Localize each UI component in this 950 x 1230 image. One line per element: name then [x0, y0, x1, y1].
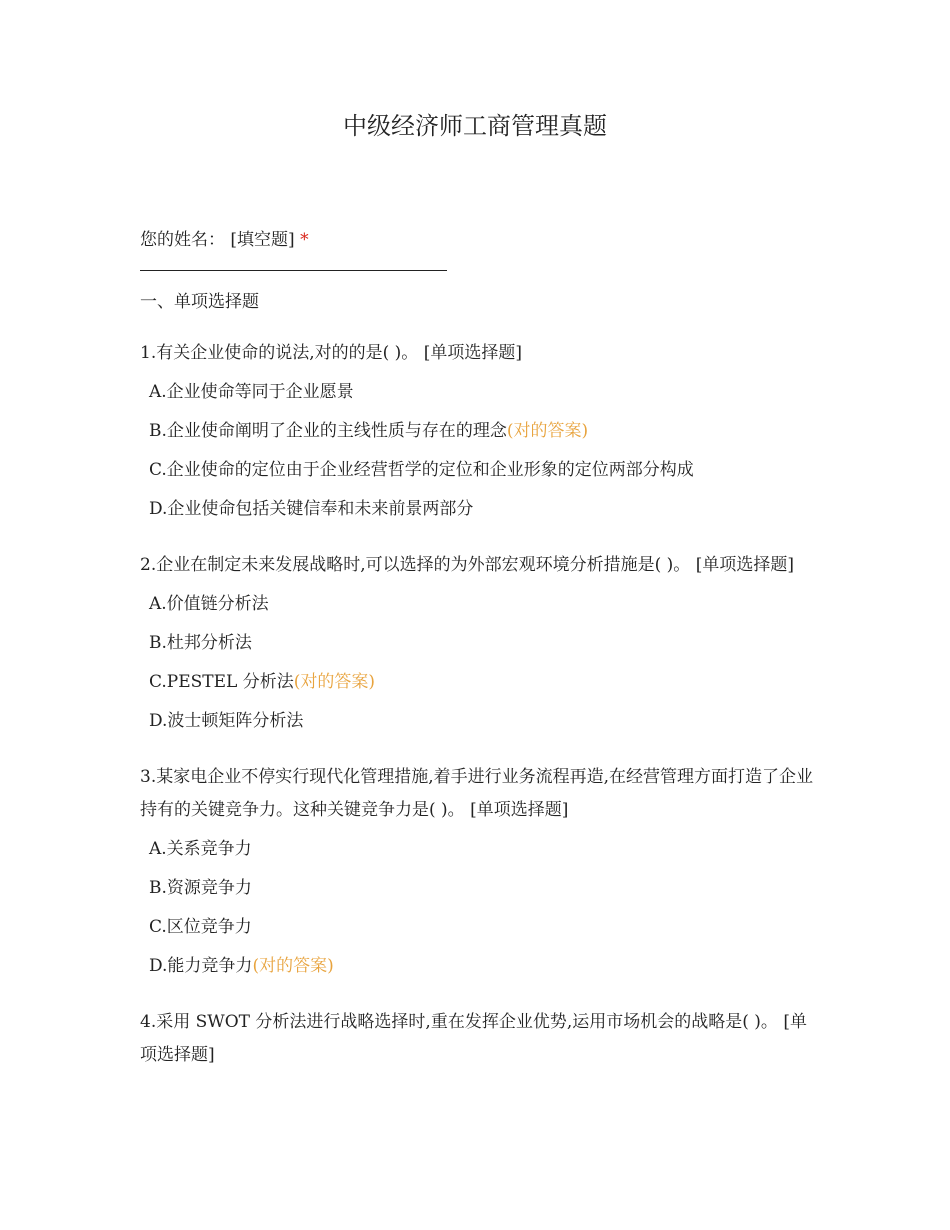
question-stem: [140, 761, 815, 827]
option-text: A.价值链分析法: [149, 594, 269, 614]
option-a[interactable]: [140, 373, 815, 412]
option-d[interactable]: [140, 490, 815, 529]
document-title: 中级经济师工商管理真题: [343, 112, 607, 140]
question-stem: [140, 337, 815, 370]
option-text: B.企业使命阐明了企业的主线性质与存在的理念: [149, 421, 507, 441]
option-b[interactable]: [140, 869, 815, 908]
option-text: B.杜邦分析法: [149, 633, 252, 653]
option-c[interactable]: [140, 908, 815, 947]
option-a[interactable]: [140, 830, 815, 869]
option-c[interactable]: [140, 663, 815, 702]
option-list: [140, 830, 815, 986]
question-4: [140, 1006, 815, 1072]
option-text: C.区位竞争力: [149, 917, 252, 937]
required-mark: *: [300, 230, 309, 250]
name-field-label: [140, 225, 815, 255]
question-stem: [140, 1006, 815, 1072]
question-2: [140, 549, 815, 741]
question-text: 1.有关企业使命的说法,对的的是( )。: [140, 343, 419, 363]
correct-answer-marker: (对的答案): [293, 672, 376, 692]
option-text: D.波士顿矩阵分析法: [149, 711, 304, 731]
option-b[interactable]: [140, 624, 815, 663]
option-text: A.关系竞争力: [149, 839, 252, 859]
question-1: [140, 337, 815, 529]
name-type-tag: [填空题]: [230, 230, 295, 250]
option-text: C.PESTEL 分析法: [149, 672, 294, 692]
document-body: [140, 225, 815, 1072]
name-label-text: 您的姓名：: [140, 230, 225, 250]
name-fill-blank[interactable]: [140, 270, 447, 271]
option-list: [140, 373, 815, 529]
question-text: 3.某家电企业不停实行现代化管理措施,着手进行业务流程再造,在经营管理方面打造了企业持有的关键竞争力。这种关键竞争力是( )。: [140, 767, 814, 820]
option-text: A.企业使命等同于企业愿景: [149, 382, 354, 402]
option-text: D.能力竞争力: [149, 956, 253, 976]
question-type-tag: [单项选择题]: [695, 555, 794, 575]
section-heading: 一、单项选择题: [140, 292, 259, 312]
option-text: C.企业使命的定位由于企业经营哲学的定位和企业形象的定位两部分构成: [149, 460, 694, 480]
question-type-tag: [单项选择题]: [140, 1012, 807, 1065]
question-3: [140, 761, 815, 986]
question-type-tag: [单项选择题]: [470, 800, 569, 820]
option-c[interactable]: [140, 451, 815, 490]
question-type-tag: [单项选择题]: [423, 343, 522, 363]
option-text: B.资源竞争力: [149, 878, 252, 898]
option-list: [140, 585, 815, 741]
question-stem: [140, 549, 815, 582]
option-d[interactable]: [140, 702, 815, 741]
option-b[interactable]: [140, 412, 815, 451]
option-d[interactable]: [140, 947, 815, 986]
question-text: 2.企业在制定未来发展战略时,可以选择的为外部宏观环境分析措施是( )。: [140, 555, 691, 575]
option-text: D.企业使命包括关键信奉和未来前景两部分: [149, 499, 474, 519]
correct-answer-marker: (对的答案): [506, 421, 589, 441]
question-text: 4.采用 SWOT 分析法进行战略选择时,重在发挥企业优势,运用市场机会的战略是( )。: [140, 1012, 778, 1032]
option-a[interactable]: [140, 585, 815, 624]
correct-answer-marker: (对的答案): [252, 956, 334, 976]
